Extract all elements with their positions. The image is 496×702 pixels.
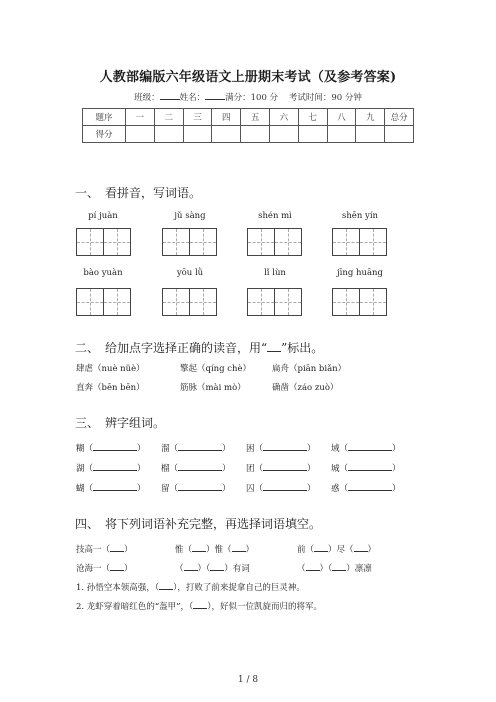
- row-label: 得分: [83, 126, 126, 143]
- header-cell: 四: [212, 109, 241, 126]
- word-item: 困（ ）: [246, 441, 316, 454]
- grid-cell[interactable]: [332, 288, 360, 316]
- header-cell: 八: [327, 109, 356, 126]
- section-number: 三、: [75, 416, 100, 430]
- word-item: 惑（ ）: [331, 481, 401, 494]
- word-item: 留（ ）: [161, 481, 231, 494]
- answer-blank[interactable]: [178, 461, 222, 471]
- pinyin-label: bào yuàn: [83, 268, 123, 278]
- answer-blank[interactable]: [263, 461, 307, 471]
- answer-blank[interactable]: [306, 561, 320, 571]
- answer-blank[interactable]: [159, 580, 173, 590]
- header-cell: 七: [298, 109, 327, 126]
- writing-grid[interactable]: [247, 228, 301, 256]
- pinyin-label: lǐ lùn: [264, 268, 286, 278]
- full-score: 满分：100 分: [225, 93, 279, 103]
- grid-cell[interactable]: [359, 228, 387, 256]
- section-title: 给加点字选择正确的读音，用“: [105, 341, 268, 355]
- reading-item[interactable]: 筋脉（mài mò）: [180, 383, 246, 393]
- header-cell: 五: [241, 109, 270, 126]
- grid-cell[interactable]: [162, 228, 190, 256]
- word-item: 湖（ ）: [76, 461, 146, 474]
- grid-cell[interactable]: [76, 228, 104, 256]
- grid-cell[interactable]: [274, 228, 302, 256]
- writing-grid[interactable]: [332, 288, 386, 316]
- idiom-item: 惟（ ）惟（ ）: [175, 542, 254, 555]
- score-cell[interactable]: [126, 126, 155, 143]
- name-label: 姓名：: [179, 93, 206, 103]
- score-table: [82, 108, 414, 143]
- header-cell: 总分: [385, 109, 414, 126]
- pinyin-label: shén mì: [258, 211, 292, 221]
- writing-grid[interactable]: [162, 288, 216, 316]
- answer-blank[interactable]: [93, 461, 137, 471]
- score-cell[interactable]: [212, 126, 241, 143]
- grid-cell[interactable]: [189, 228, 217, 256]
- answer-blank[interactable]: [93, 441, 137, 451]
- word-item: 榴（ ）: [161, 461, 231, 474]
- writing-grid[interactable]: [76, 288, 130, 316]
- answer-blank[interactable]: [263, 441, 307, 451]
- fill-question-1: 1. 孙悟空本领高强，（ ），打败了前来捉拿自己的巨灵神。: [76, 580, 305, 593]
- word-item: 囚（ ）: [246, 481, 316, 494]
- score-cell[interactable]: [154, 126, 183, 143]
- answer-blank[interactable]: [210, 561, 224, 571]
- grid-cell[interactable]: [247, 228, 275, 256]
- grid-cell[interactable]: [76, 288, 104, 316]
- header-cell: 一: [126, 109, 155, 126]
- writing-grid[interactable]: [332, 228, 386, 256]
- section-2-heading: [75, 339, 323, 356]
- section-number: 二、: [75, 341, 100, 355]
- idiom-item: 前（ ）尽（ ）: [297, 542, 376, 555]
- answer-blank[interactable]: [348, 461, 392, 471]
- answer-blank[interactable]: [93, 481, 137, 491]
- grid-cell[interactable]: [103, 228, 131, 256]
- answer-blank[interactable]: [232, 542, 246, 552]
- fill-question-2: 2. 龙虾穿着暗红色的“盔甲”，（ ），好似一位凯旋而归的将军。: [76, 599, 322, 612]
- word-item: 域（ ）: [331, 441, 401, 454]
- pinyin-label: yōu lǜ: [176, 268, 204, 278]
- answer-blank[interactable]: [184, 561, 198, 571]
- section-number: 一、: [75, 186, 100, 200]
- score-cell[interactable]: [298, 126, 327, 143]
- section-number: 四、: [75, 517, 100, 531]
- answer-blank[interactable]: [178, 481, 222, 491]
- section-3-heading: [75, 414, 165, 431]
- reading-item[interactable]: 直奔（bēn bēn）: [76, 383, 145, 393]
- answer-blank[interactable]: [263, 481, 307, 491]
- idiom-item: 技高一（ ）: [76, 542, 133, 555]
- answer-blank[interactable]: [314, 542, 328, 552]
- grid-cell[interactable]: [162, 288, 190, 316]
- score-table-row: [83, 126, 414, 143]
- grid-cell[interactable]: [359, 288, 387, 316]
- answer-blank[interactable]: [348, 481, 392, 491]
- page-number: 1 / 8: [237, 675, 259, 685]
- page-title: 人教部编版六年级语文上册期末考试（及参考答案): [99, 70, 397, 85]
- reading-item[interactable]: 肆虐（nuè nüè）: [76, 364, 145, 374]
- answer-blank[interactable]: [110, 561, 124, 571]
- score-cell[interactable]: [327, 126, 356, 143]
- header-cell: 题序: [83, 109, 126, 126]
- exam-info: [0, 91, 496, 103]
- reading-item[interactable]: 确凿（záo zuò）: [272, 383, 339, 393]
- pinyin-label: shēn yín: [341, 211, 379, 221]
- header-cell: 三: [183, 109, 212, 126]
- section-1-heading: [75, 184, 201, 201]
- word-item: 糊（ ）: [76, 441, 146, 454]
- word-item: 团（ ）: [246, 461, 316, 474]
- idiom-item: （ ）（ ）凛凛: [297, 561, 372, 574]
- grid-cell[interactable]: [189, 288, 217, 316]
- section-title: 将下列词语补充完整，再选择词语填空。: [105, 517, 322, 531]
- answer-blank[interactable]: [348, 441, 392, 451]
- word-item: 城（ ）: [331, 461, 401, 474]
- grid-cell[interactable]: [274, 288, 302, 316]
- writing-grid[interactable]: [162, 228, 216, 256]
- reading-item[interactable]: 擎起（qíng chè）: [180, 364, 252, 374]
- section-title: 看拼音，写词语。: [105, 186, 202, 200]
- writing-grid[interactable]: [76, 228, 130, 256]
- section-4-heading: [75, 515, 321, 532]
- name-blank: [205, 91, 225, 100]
- answer-blank[interactable]: [110, 542, 124, 552]
- answer-blank[interactable]: [192, 542, 206, 552]
- header-cell: 六: [269, 109, 298, 126]
- idiom-item: （ ）（ ）有词: [175, 561, 250, 574]
- mark-blank: [267, 342, 281, 352]
- section-title: 辨字组词。: [105, 416, 166, 430]
- score-table-header: [83, 109, 414, 126]
- exam-time: 考试时间：90 分钟: [288, 93, 362, 103]
- score-cell[interactable]: [356, 126, 385, 143]
- class-blank: [160, 91, 180, 100]
- answer-blank[interactable]: [193, 599, 207, 609]
- pinyin-label: pí juàn: [88, 211, 118, 221]
- answer-blank[interactable]: [178, 441, 222, 451]
- header-cell: 二: [154, 109, 183, 126]
- pinyin-label: jǔ sàng: [174, 211, 206, 221]
- word-item: 蝴（ ）: [76, 481, 146, 494]
- score-cell[interactable]: [269, 126, 298, 143]
- word-item: 溜（ ）: [161, 441, 231, 454]
- grid-cell[interactable]: [247, 288, 275, 316]
- pinyin-label: jīng huāng: [337, 268, 383, 278]
- answer-blank[interactable]: [354, 542, 368, 552]
- reading-item[interactable]: 扁舟（piān biǎn）: [272, 364, 347, 374]
- answer-blank[interactable]: [332, 561, 346, 571]
- score-cell[interactable]: [385, 126, 414, 143]
- writing-grid[interactable]: [247, 288, 301, 316]
- section-title-end: ”标出。: [281, 341, 324, 355]
- grid-cell[interactable]: [332, 228, 360, 256]
- score-cell[interactable]: [183, 126, 212, 143]
- grid-cell[interactable]: [103, 288, 131, 316]
- class-label: 班级：: [134, 93, 160, 103]
- idiom-item: 沧海一（ ）: [76, 561, 133, 574]
- score-cell[interactable]: [241, 126, 270, 143]
- header-cell: 九: [356, 109, 385, 126]
